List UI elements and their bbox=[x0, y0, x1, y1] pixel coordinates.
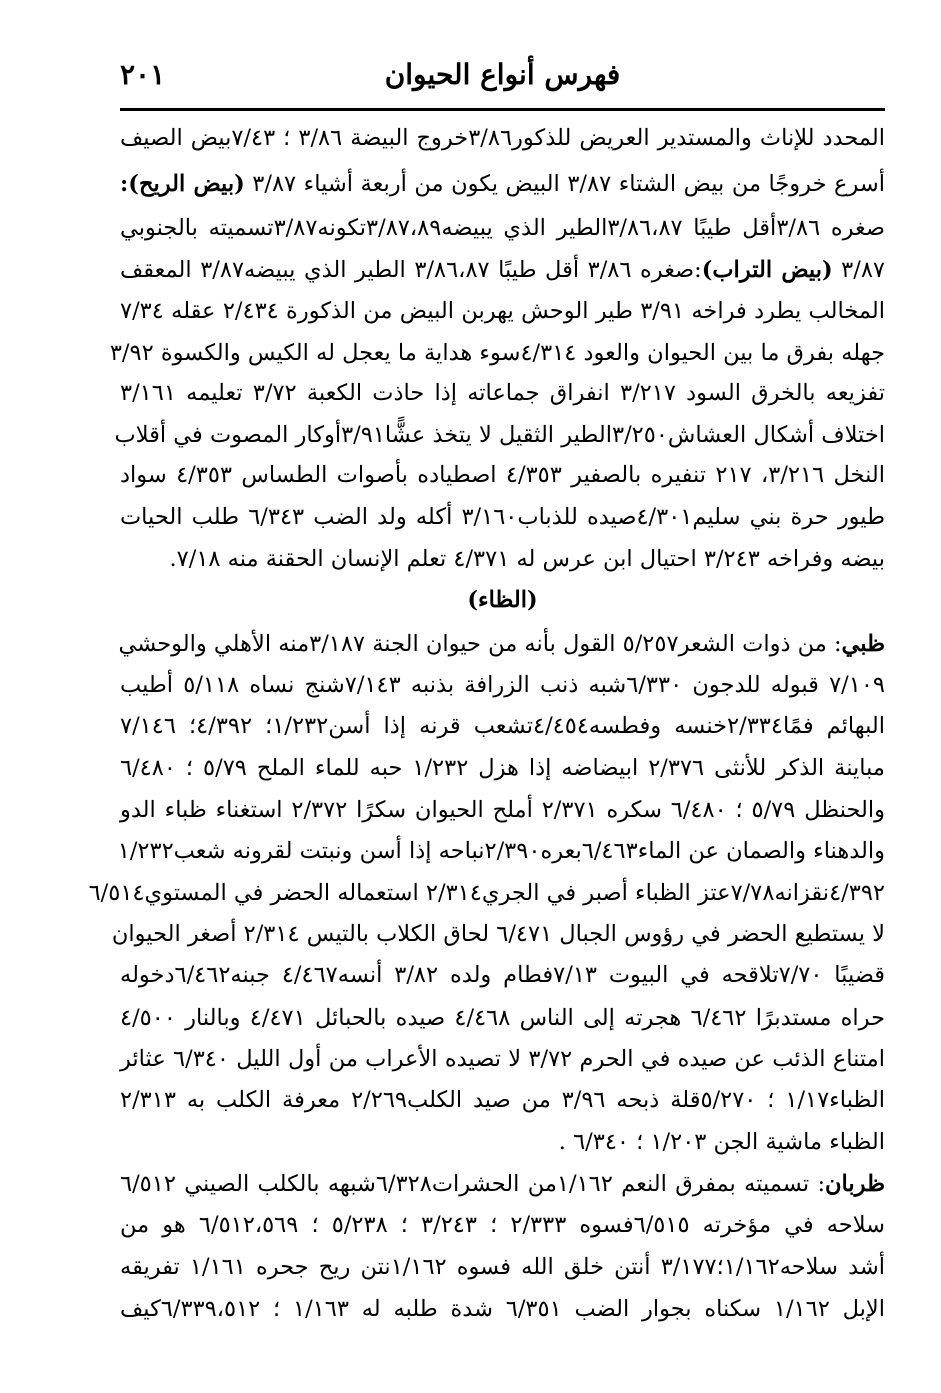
text-line: المخالب يطرد فراخه ٣/٩١ طير الوحش يهربن البيض من الذكورة ٢/٤٣٤ عقله ٧/٣٤ bbox=[120, 298, 886, 324]
text-line: البهائم فمًا٢/٣٣٤خنسه وفطسه٤/٤٥٤تشعب قرنه إذا أسن١/٢٣٢؛ ٤/٣٩٢؛ ٧/١٤٦ bbox=[120, 713, 886, 739]
text-line: والحنظل ٥/٧٩ ؛ ٦/٤٨٠ سكره ٢/٣٧١ أملح الحيوان سكرًا ٢/٣٧٢ استغناء ظباء الدو bbox=[120, 797, 885, 823]
text-line: جهله بفرق ما بين الحيوان والعود ٤/٣١٤سوء هداية ما يعجل له الكيس والكسوة ٣/٩٢ bbox=[109, 340, 885, 366]
entry-term: (بيض الريح): bbox=[120, 171, 245, 197]
section-heading: (الظاء) bbox=[467, 587, 538, 613]
text-line: حراه مستدبرًا ٦/٤٦٢ هجرته إلى الناس ٤/٤٦٨ صيده بالحبائل ٤/٤٧١ وبالنار ٤/٥٠٠ bbox=[120, 1005, 885, 1031]
text-line: بيضه وفراخه ٣/٢٤٣ احتيال ابن عرس له ٤/٣٧١ تعلم الإنسان الحقنة منه ٧/١٨. bbox=[169, 546, 885, 572]
text-line: ٣/٨٧ (بيض التراب):صغره ٣/٨٦ أقل طيبًا ٣/٨٦،٨٧ الطير الذي يبيضه٣/٨٧ المعقف bbox=[120, 257, 885, 283]
text-line: قضيبًا ٧/٧٠تلاقحه في البيوت ٧/١٣فطام ولده ٣/٨٢ أنسه٤/٤٦٧ جبنه٦/٤٦٢دخوله bbox=[120, 962, 886, 988]
text-line: النخل ٣/٢١٦، ٢١٧ تنفيره بالصفير ٤/٣٥٣ اصطياده بأصوات الطساس ٤/٣٥٣ سواد bbox=[120, 462, 885, 488]
text-line: الظباء١/١٧ ؛ ٥/٢٧٠قلة ذبحه ٣/٩٦ من صيد الكلب٢/٢٦٩ معرفة الكلب به ٢/٣١٣ bbox=[120, 1087, 885, 1113]
text-line: اختلاف أشكال العشاش٣/٢٥٠الطير الثقيل لا يتخذ عشًّا٣/٩١أوكار المصوت في أقلاب bbox=[114, 422, 885, 448]
text-line: تفزيعه بالخرق السود ٣/٢١٧ انفراق جماعاته إذا حاذت الكعبة ٣/٧٢ تعليمه ٣/١٦١ bbox=[120, 380, 885, 406]
text-line: الظباء ماشية الجن ١/٢٠٣ ؛ ٦/٣٤٠ . bbox=[558, 1129, 885, 1155]
header-rule bbox=[120, 108, 885, 111]
text-line: ٤/٣٩٢نقزانه٧/٧٨عتز الظباء أصبر في الجري٢/٣١٤ استعماله الحضر في المستوي٦/٥١٤ bbox=[88, 880, 885, 906]
entry-term: (بيض التراب) bbox=[701, 257, 833, 283]
text-line: المحدد للإناث والمستدير العريض للذكور٣/٨٦خروج البيضة ٣/٨٦ ؛ ٧/٤٣بيض الصيف bbox=[120, 125, 885, 151]
text-line: ظبي: من ذوات الشعر٥/٢٥٧ القول بأنه من حيوان الجنة ٣/١٨٧منه الأهلي والوحشي bbox=[118, 631, 885, 657]
page-title: فهرس أنواع الحيوان bbox=[384, 58, 621, 91]
text-line: الإبل ١/١٦٢ سكناه بجوار الضب ٦/٣٥١ شدة طلبه له ١/١٦٣ ؛ ٦/٣٣٩،٥١٢كيف bbox=[120, 1296, 886, 1322]
page-header bbox=[120, 52, 885, 96]
text-line: امتناع الذئب عن صيده في الحرم ٣/٧٢ لا تصيده الأعراب من أول الليل ٦/٣٤٠ عثائر bbox=[120, 1046, 885, 1072]
text-line: والدهناء والصمان عن الماء٦/٤٦٣بعره٢/٣٩٠نباحه إذا أسن ونبتت لقرونه شعب١/٢٣٢ bbox=[117, 838, 885, 864]
text-line: ظربان: تسميته بمفرق النعم ١/١٦٢من الحشرات٦/٣٢٨شبهه بالكلب الصيني ٦/٥١٢ bbox=[120, 1171, 885, 1197]
entry-term: ظبي bbox=[841, 631, 885, 657]
text-line: لا يستطيع الحضر في رؤوس الجبال ٦/٤٧١ لحاق الكلاب بالتيس ٢/٣١٤ أصغر الحيوان bbox=[111, 921, 885, 947]
text-line: أشد سلاحه١/١٦٢؛٣/١٧٧ أنتن خلق الله فسوه ١/١٦٢نتن ريح جحره ١/١٦١ تفريقه bbox=[120, 1254, 885, 1280]
text-line: سلاحه في مؤخرته ٦/٥١٥فسوه ٢/٣٣٣ ؛ ٣/٢٤٣ ؛ ٥/٢٣٨ ؛ ٦/٥١٢،٥٦٩ هو من bbox=[120, 1212, 885, 1238]
text-line: طيور حرة بني سليم٤/٣٠١صيده للذباب٣/١٦٠ أكله ولد الضب ٦/٣٤٣ طلب الحيات bbox=[120, 504, 885, 530]
text-line: مباينة الذكر للأنثى ٢/٣٧٦ ابيضاضه إذا هزل ١/٢٣٢ حبه للماء الملح ٥/٧٩ ؛ ٦/٤٨٠ bbox=[120, 755, 885, 781]
text-line: أسرع خروجًا من بيض الشتاء ٣/٨٧ البيض يكون من أربعة أشياء ٣/٨٧ (بيض الريح): bbox=[120, 171, 885, 197]
entry-term: ظربان bbox=[825, 1171, 885, 1197]
page-number: ٢٠١ bbox=[120, 58, 166, 91]
text-line: صغره ٣/٨٦أقل طيبًا ٣/٨٦،٨٧الطير الذي يبيضه٣/٨٧،٨٩تكونه٣/٨٧تسميته بالجنوبي bbox=[120, 215, 885, 241]
text-line: ٧/١٠٩ قبوله للدجون ٦/٣٣٠شبه ذنب الزرافة بذنبه ٧/١٤٣شنج نساه ٥/١١٨ أطيب bbox=[120, 672, 886, 698]
